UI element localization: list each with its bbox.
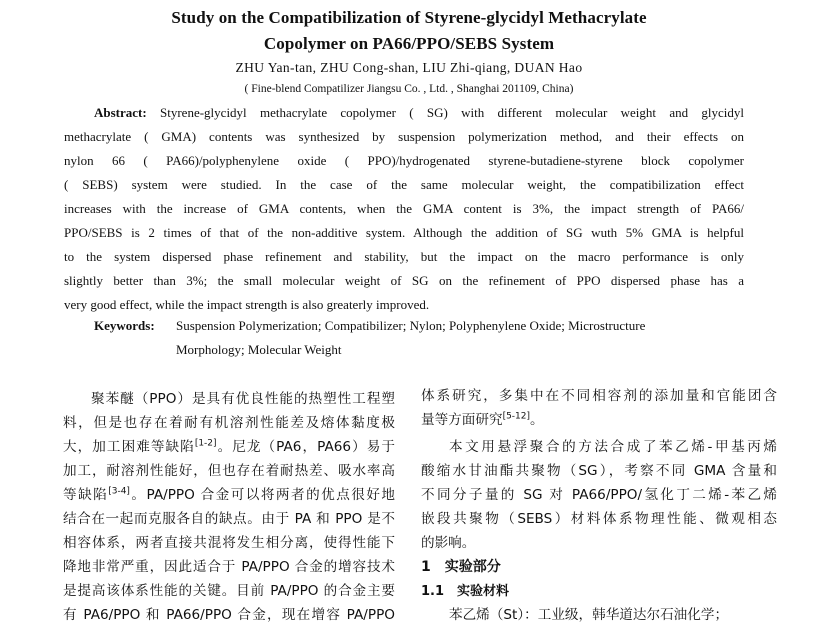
- subsection-heading: 1.1 实验材料: [421, 584, 510, 599]
- paper-title-line-2: Copolymer on PA66/PPO/SEBS System: [263, 34, 555, 53]
- keywords-line: Morphology; Molecular Weight: [176, 342, 342, 357]
- citation[interactable]: [5-12]: [502, 411, 531, 422]
- paper-title-line-1: Study on the Compatibilization of Styrene-glycidyl Methacrylate: [171, 8, 647, 27]
- abstract-line: to the system dispersed phase refinement and stability, but the impact on the macro performance is only: [64, 249, 744, 264]
- abstract-label: Abstract:: [94, 105, 147, 120]
- body-left-line: 加工，耐溶剂性能好，但也存在着耐热差、吸水率高: [63, 463, 395, 479]
- section-heading: 1 实验部分: [421, 559, 501, 575]
- body-left-line: 降地非常严重，因此适合于 PA/PPO 合金的增容技术: [63, 559, 395, 575]
- keywords-line: Suspension Polymerization; Compatibilizer; Nylon; Polyphenylene Oxide; Microstructure: [176, 318, 646, 333]
- abstract-line: methacrylate ( GMA) contents was synthesized by suspension polymerization method, and their effects on: [64, 129, 744, 144]
- body-left-line: 大，加工困难等缺陷[1-2]。尼龙（PA6，PA66）易于: [63, 438, 395, 455]
- body-right-line: 嵌段共聚物（SEBS）材料体系物理性能、微观相态: [421, 511, 777, 527]
- body-left-line: 聚苯醚（PPO）是具有优良性能的热塑性工程塑: [91, 391, 395, 407]
- body-left-line: 是提高该体系性能的关键。目前 PA/PPO 的合金主要: [63, 583, 395, 599]
- body-right-line: 量等方面研究[5-12]。: [421, 411, 544, 428]
- body-left-line: 料，但是也存在着耐有机溶剂性能差及熔体黏度极: [63, 415, 395, 431]
- body-left-line: 等缺陷[3-4]。PA/PPO 合金可以将两者的优点很好地: [63, 486, 395, 503]
- body-right-line: 苯乙烯（St）：工业级，韩华道达尔石油化学；: [449, 607, 729, 623]
- abstract-line: ( SEBS) system were studied. In the case of the same molecular weight, the compatibilization effect: [64, 177, 744, 192]
- keywords-label: Keywords:: [94, 318, 155, 333]
- abstract-line: increases with the increase of GMA contents, when the GMA content is 3%, the impact strength of PA66/: [64, 201, 744, 216]
- body-right-line: 体系研究，多集中在不同相容剂的添加量和官能团含: [421, 388, 777, 404]
- abstract-line: slightly better than 3%; the small molecular weight of SG on the refinement of PPO dispersed phase has a: [64, 273, 744, 288]
- body-left-line: 结合在一起而克服各自的缺点。由于 PA 和 PPO 是不: [63, 511, 395, 527]
- body-right-line: 酸缩水甘油酯共聚物（SG），考察不同 GMA 含量和: [421, 463, 777, 479]
- citation[interactable]: [3-4]: [108, 486, 130, 497]
- body-right-line: 不同分子量的 SG 对 PA66/PPO/氢化丁二烯-苯乙烯: [421, 487, 777, 503]
- body-right-line: 本文用悬浮聚合的方法合成了苯乙烯-甲基丙烯: [449, 439, 777, 455]
- body-left-line: 相容体系，两者直接共混将发生相分离，使得性能下: [63, 535, 395, 551]
- authors: ZHU Yan-tan, ZHU Cong-shan, LIU Zhi-qiang, DUAN Hao: [235, 60, 583, 75]
- abstract-text: Styrene-glycidyl methacrylate copolymer ( SG) with different molecular weight and glycidyl: [160, 105, 744, 120]
- abstract-line: nylon 66 ( PA66)/polyphenylene oxide ( PPO)/hydrogenated styrene-butadiene-styrene block copolymer: [64, 153, 744, 168]
- abstract-line: [94, 105, 744, 126]
- abstract-line: PPO/SEBS is 2 times of that of the non-additive system. Although the addition of SG wuth 5% GMA is helpful: [64, 225, 744, 240]
- affiliation: ( Fine-blend Compatilizer Jiangsu Co. , Ltd. , Shanghai 201109, China): [244, 83, 574, 95]
- citation[interactable]: [1-2]: [194, 438, 217, 449]
- body-left-line: 有 PA6/PPO 和 PA66/PPO 合金，现在增容 PA/PPO: [63, 607, 395, 623]
- body-right-line: 的影响。: [421, 535, 476, 551]
- abstract-line: very good effect, while the impact strength is also greaterly improved.: [64, 297, 430, 312]
